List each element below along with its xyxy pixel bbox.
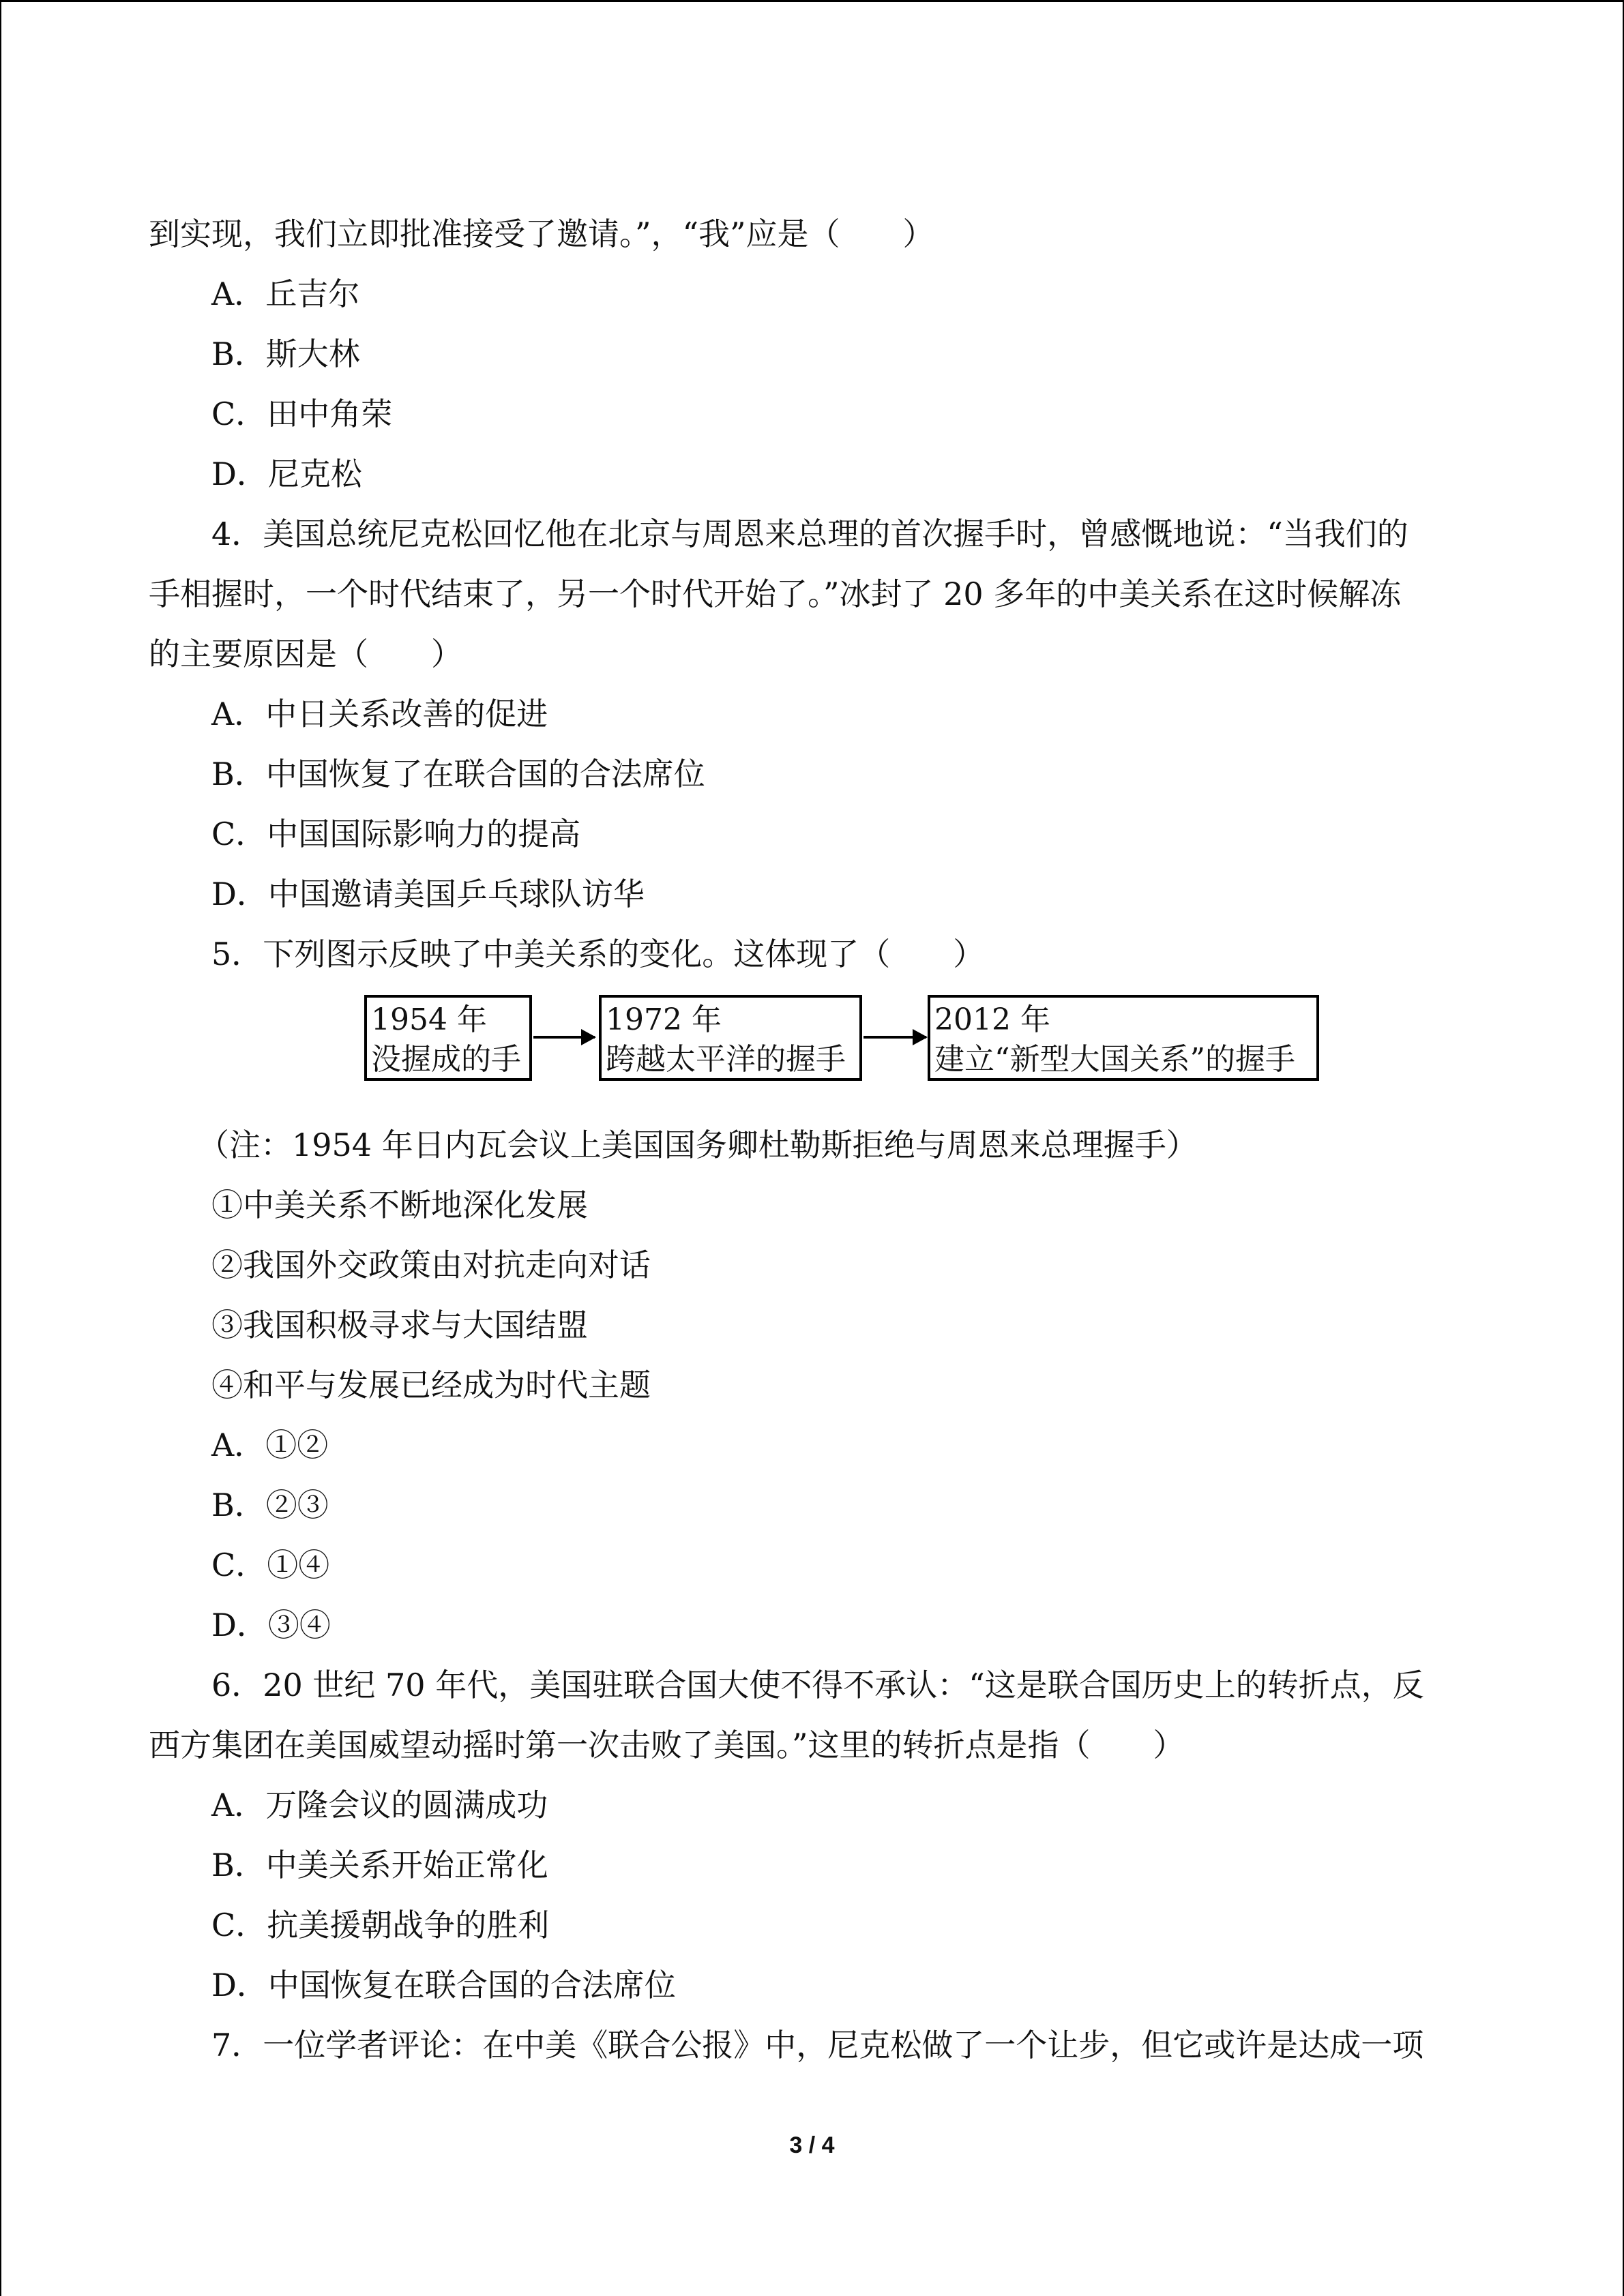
q4-stem-line2: 手相握时，一个时代结束了，另一个时代开始了。”冰封了 20 多年的中美关系在这时候解冻: [149, 576, 1402, 612]
flow-box-2012-year: 2012 年: [934, 1002, 1050, 1037]
q3-stem-tail: 到实现，我们立即批准接受了邀请。”，“我”应是（ ）: [149, 215, 934, 252]
q5-stem: 5．下列图示反映了中美关系的变化。这体现了（ ）: [211, 936, 985, 972]
q4-option-a: A．中日关系改善的促进: [211, 696, 548, 732]
q3-option-a: A．丘吉尔: [211, 275, 360, 312]
q5-option-d: D．③④: [211, 1607, 331, 1643]
q5-statement-2: ②我国外交政策由对抗走向对话: [211, 1247, 651, 1283]
q5-option-b: B．②③: [211, 1487, 329, 1523]
flow-box-1954: [364, 995, 532, 1081]
q6-option-c: C．抗美援朝战争的胜利: [211, 1907, 550, 1943]
q6-stem-line1: 6．20 世纪 70 年代，美国驻联合国大使不得不承认：“这是联合国历史上的转折点，反: [211, 1667, 1424, 1703]
q3-option-b: B．斯大林: [211, 336, 360, 372]
q6-option-b: B．中美关系开始正常化: [211, 1847, 548, 1883]
q3-option-d: D．尼克松: [211, 456, 362, 492]
flow-box-1972-year: 1972 年: [606, 1002, 722, 1037]
flow-box-2012: [928, 995, 1319, 1081]
q5-option-c: C．①④: [211, 1547, 330, 1583]
q5-note: （注：1954 年日内瓦会议上美国国务卿杜勒斯拒绝与周恩来总理握手）: [198, 1127, 1198, 1163]
q4-stem-line1: 4．美国总统尼克松回忆他在北京与周恩来总理的首次握手时，曾感慨地说：“当我们的: [211, 516, 1408, 552]
q6-option-a: A．万隆会议的圆满成功: [211, 1787, 548, 1823]
q4-option-d: D．中国邀请美国乒乓球队访华: [211, 876, 645, 912]
flow-arrow-1: [533, 1036, 595, 1039]
q5-statement-4: ④和平与发展已经成为时代主题: [211, 1367, 651, 1403]
flow-box-1972: [599, 995, 862, 1081]
q3-option-c: C．田中角荣: [211, 396, 393, 432]
q4-stem-line3: 的主要原因是（ ）: [149, 636, 462, 672]
q5-statement-3: ③我国积极寻求与大国结盟: [211, 1307, 588, 1343]
handshake-flowchart: [364, 995, 1319, 1084]
flow-box-1954-year: 1954 年: [371, 1002, 487, 1037]
flow-arrow-2: [863, 1036, 926, 1039]
q5-statement-1: ①中美关系不断地深化发展: [211, 1187, 588, 1223]
q4-option-b: B．中国恢复了在联合国的合法席位: [211, 756, 705, 792]
q6-option-d: D．中国恢复在联合国的合法席位: [211, 1967, 676, 2003]
q5-option-a: A．①②: [211, 1427, 329, 1463]
q6-stem-line2: 西方集团在美国威望动摇时第一次击败了美国。”这里的转折点是指（ ）: [149, 1727, 1185, 1763]
flow-box-1972-text: 跨越太平洋的握手: [606, 1042, 846, 1077]
flow-box-1954-text: 没握成的手: [371, 1042, 521, 1077]
q4-option-c: C．中国国际影响力的提高: [211, 816, 581, 852]
page-number: 3 / 4: [789, 2132, 835, 2158]
flow-box-2012-text: 建立“新型大国关系”的握手: [934, 1042, 1295, 1077]
q7-stem-line1: 7．一位学者评论：在中美《联合公报》中，尼克松做了一个让步，但它或许是达成一项: [211, 2027, 1424, 2063]
